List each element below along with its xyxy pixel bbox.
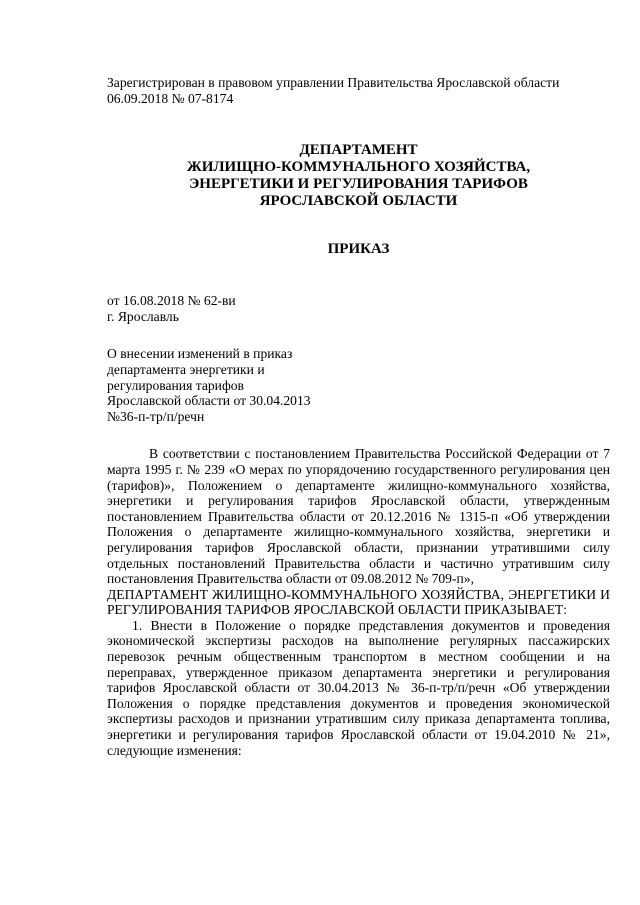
registration-line-2: 06.09.2018 № 07-8174 <box>107 90 234 106</box>
preamble-paragraph: В соответствии с постановлением Правительства Российской Федерации от 7 марта 1995 г. № 239 «О мерах по упорядочению государственного регулирования цен (тарифов)», Положением о департаменте жилищно-коммунального хозяйства, энергетики и регулирования тарифов Ярославской области, утвержденным постановлением Правительства области от 20.12.2016 № 1315-п «Об утверждении Положения о департаменте жилищно-коммунального хозяйства, энергетики и регулирования тарифов Ярославской области, признании утратившими силу отдельных постановлений Правительства области и частично утратившим силу постановления Правительства области от 09.08.2012 № 709-п», <box>107 446 610 587</box>
subject-line-4: Ярославской области от 30.04.2013 <box>107 393 311 409</box>
subject-line-3: регулирования тарифов <box>107 377 244 393</box>
subject-line-2: департамента энергетики и <box>107 361 265 377</box>
item-1-paragraph: 1. Внести в Положение о порядке представления документов и проведения экономической экспертизы расходов на выполнение регулярных пассажирских перевозок речным общественным транспортом в местном сообщении и на переправах, утвержденное приказом департамента энергетики и регулирования тарифов Ярославской области от 30.04.2013 № 36-п-тр/п/речн «Об утверждении Положения о порядке представления документов и проведения экономической экспертизы расходов и признании утратившим силу приказа департамента топлива, энергетики и регулирования тарифов Ярославской области от 19.04.2010 № 21», следующие изменения: <box>107 617 610 758</box>
order-body <box>107 446 610 758</box>
subject-line-5: №36-п-тр/п/речн <box>107 408 205 424</box>
order-subject <box>107 346 610 424</box>
order-meta <box>107 293 610 324</box>
document-content <box>107 75 610 758</box>
department-heading <box>107 142 610 210</box>
registration-line-1: Зарегистрирован в правовом управлении Правительства Ярославской области <box>107 75 560 90</box>
orders-paragraph: ДЕПАРТАМЕНТ ЖИЛИЩНО-КОММУНАЛЬНОГО ХОЗЯЙСТВА, ЭНЕРГЕТИКИ И РЕГУЛИРОВАНИЯ ТАРИФОВ ЯРОСЛАВСКОЙ ОБЛАСТИ ПРИКАЗЫВАЕТ: <box>107 586 610 618</box>
subject-line-1: О внесении изменений в приказ <box>107 346 293 362</box>
order-title: ПРИКАЗ <box>327 241 390 258</box>
order-date-number: от 16.08.2018 № 62-ви <box>107 293 236 309</box>
department-line-1: ДЕПАРТАМЕНТ <box>299 142 418 159</box>
department-line-2: ЖИЛИЩНО-КОММУНАЛЬНОГО ХОЗЯЙСТВА, <box>186 159 531 176</box>
department-line-4: ЯРОСЛАВСКОЙ ОБЛАСТИ <box>259 193 458 210</box>
registration-note <box>107 75 610 106</box>
order-city: г. Ярославль <box>107 308 179 324</box>
department-line-3: ЭНЕРГЕТИКИ И РЕГУЛИРОВАНИЯ ТАРИФОВ <box>189 176 528 193</box>
